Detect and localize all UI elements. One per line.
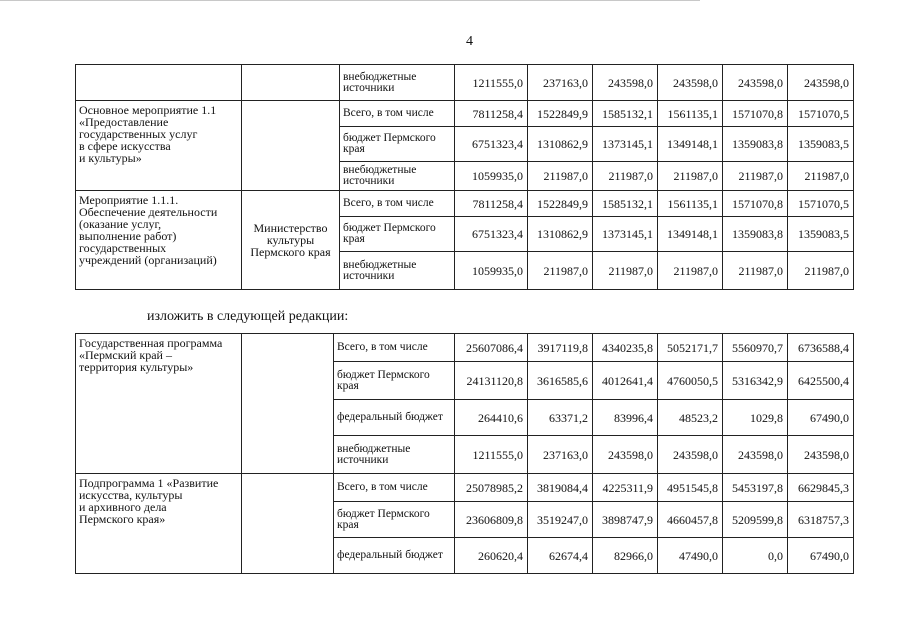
- amount-cell: 1349148,1: [658, 127, 723, 162]
- amount-cell: 3519247,0: [528, 502, 593, 538]
- amount-cell: 211987,0: [528, 162, 593, 191]
- program-name-line: учреждений (организаций): [79, 253, 217, 267]
- program-name-line: Подпрограмма 1 «Развитие: [79, 476, 219, 490]
- amount-cell: 237163,0: [528, 436, 593, 474]
- responsible-executor-cell: Министерство культуры Пермского края: [242, 191, 340, 290]
- amount-cell: 83996,4: [593, 400, 658, 436]
- program-name-cell: [76, 191, 242, 290]
- amendment-caption: изложить в следующей редакции:: [147, 309, 349, 324]
- amount-cell: 243598,0: [658, 436, 723, 474]
- amount-cell: 6629845,3: [788, 474, 854, 502]
- program-name-line: Обеспечение деятельности: [79, 205, 218, 219]
- amount-cell: 243598,0: [723, 65, 788, 101]
- amount-cell: 23606809,8: [455, 502, 528, 538]
- program-name-line: выполнение работ): [79, 229, 177, 243]
- table-row: [76, 191, 854, 217]
- funding-source-cell: федеральный бюджет: [334, 538, 455, 574]
- amount-cell: 48523,2: [658, 400, 723, 436]
- amount-cell: 211987,0: [658, 252, 723, 290]
- scan-edge-line: [0, 0, 700, 1]
- program-name-line: Основное мероприятие 1.1: [79, 103, 217, 117]
- amount-cell: 6425500,4: [788, 362, 854, 400]
- responsible-executor-cell: [242, 474, 334, 574]
- amount-cell: 3898747,9: [593, 502, 658, 538]
- amount-cell: 5209599,8: [723, 502, 788, 538]
- funding-table-revised-body: [76, 334, 854, 574]
- funding-source-cell: Всего, в том числе: [340, 191, 455, 217]
- amount-cell: 243598,0: [723, 436, 788, 474]
- amount-cell: 5453197,8: [723, 474, 788, 502]
- amount-cell: 1059935,0: [455, 162, 528, 191]
- amount-cell: 4760050,5: [658, 362, 723, 400]
- funding-source-cell: внебюджетные источники: [340, 252, 455, 290]
- program-name-line: Пермского края»: [79, 512, 166, 526]
- program-name-line: в сфере искусства: [79, 139, 171, 153]
- amount-cell: 211987,0: [788, 252, 854, 290]
- program-name-line: государственных услуг: [79, 127, 198, 141]
- amount-cell: 1585132,1: [593, 101, 658, 127]
- funding-table-revised: [75, 333, 854, 574]
- amount-cell: 1029,8: [723, 400, 788, 436]
- funding-table-current: [75, 64, 854, 290]
- amount-cell: 4340235,8: [593, 334, 658, 362]
- amount-cell: 1561135,1: [658, 191, 723, 217]
- amount-cell: 47490,0: [658, 538, 723, 574]
- amount-cell: 1349148,1: [658, 217, 723, 252]
- amount-cell: 62674,4: [528, 538, 593, 574]
- amount-cell: 1359083,8: [723, 217, 788, 252]
- amount-cell: 1571070,8: [723, 191, 788, 217]
- amount-cell: 243598,0: [593, 65, 658, 101]
- amount-cell: 6751323,4: [455, 127, 528, 162]
- amount-cell: 4951545,8: [658, 474, 723, 502]
- program-name-line: (оказание услуг,: [79, 217, 162, 231]
- amount-cell: 211987,0: [593, 252, 658, 290]
- responsible-executor-cell: [242, 65, 340, 101]
- amount-cell: 6751323,4: [455, 217, 528, 252]
- funding-source-cell: Всего, в том числе: [340, 101, 455, 127]
- amount-cell: 1561135,1: [658, 101, 723, 127]
- amount-cell: 6318757,3: [788, 502, 854, 538]
- amount-cell: 4660457,8: [658, 502, 723, 538]
- amount-cell: 1571070,8: [723, 101, 788, 127]
- program-name-line: Государственная программа: [79, 336, 223, 350]
- funding-source-cell: федеральный бюджет: [334, 400, 455, 436]
- funding-source-cell: бюджет Пермского края: [334, 362, 455, 400]
- amount-cell: 5316342,9: [723, 362, 788, 400]
- amount-cell: 1359083,5: [788, 217, 854, 252]
- funding-table-current-body: [76, 65, 854, 290]
- amount-cell: 1373145,1: [593, 127, 658, 162]
- amount-cell: 5052171,7: [658, 334, 723, 362]
- funding-source-cell: Всего, в том числе: [334, 334, 455, 362]
- amount-cell: 5560970,7: [723, 334, 788, 362]
- amount-cell: 260620,4: [455, 538, 528, 574]
- program-name-cell: [76, 474, 242, 574]
- amount-cell: 4225311,9: [593, 474, 658, 502]
- program-name-cell: [76, 334, 242, 474]
- program-name-line: Мероприятие 1.1.1.: [79, 193, 179, 207]
- table-row: [76, 334, 854, 362]
- amount-cell: 243598,0: [593, 436, 658, 474]
- amount-cell: 1359083,5: [788, 127, 854, 162]
- amount-cell: 211987,0: [593, 162, 658, 191]
- amount-cell: 0,0: [723, 538, 788, 574]
- amount-cell: 1211555,0: [455, 65, 528, 101]
- funding-source-cell: бюджет Пермского края: [340, 217, 455, 252]
- program-name-line: и архивного дела: [79, 500, 167, 514]
- program-name-line: государственных: [79, 241, 167, 255]
- responsible-executor-cell: [242, 101, 340, 191]
- amount-cell: 3616585,6: [528, 362, 593, 400]
- amount-cell: 1059935,0: [455, 252, 528, 290]
- responsible-executor-cell: [242, 334, 334, 474]
- program-name-line: и культуры»: [79, 151, 142, 165]
- amount-cell: 1522849,9: [528, 191, 593, 217]
- amount-cell: 211987,0: [658, 162, 723, 191]
- amount-cell: 6736588,4: [788, 334, 854, 362]
- table-row: [76, 65, 854, 101]
- amount-cell: 1373145,1: [593, 217, 658, 252]
- funding-source-cell: внебюджетные источники: [340, 65, 455, 101]
- amount-cell: 211987,0: [528, 252, 593, 290]
- program-name-line: «Пермский край –: [79, 348, 172, 362]
- amount-cell: 243598,0: [788, 436, 854, 474]
- amount-cell: 3819084,4: [528, 474, 593, 502]
- amount-cell: 1585132,1: [593, 191, 658, 217]
- amount-cell: 264410,6: [455, 400, 528, 436]
- amount-cell: 24131120,8: [455, 362, 528, 400]
- program-name-line: территория культуры»: [79, 360, 194, 374]
- funding-source-cell: Всего, в том числе: [334, 474, 455, 502]
- amount-cell: 1310862,9: [528, 127, 593, 162]
- program-name-cell: [76, 65, 242, 101]
- table-row: [76, 474, 854, 502]
- funding-source-cell: внебюджетные источники: [334, 436, 455, 474]
- amount-cell: 7811258,4: [455, 191, 528, 217]
- table-row: [76, 101, 854, 127]
- funding-source-cell: бюджет Пермского края: [334, 502, 455, 538]
- amount-cell: 243598,0: [658, 65, 723, 101]
- funding-source-cell: внебюджетные источники: [340, 162, 455, 191]
- amount-cell: 82966,0: [593, 538, 658, 574]
- amount-cell: 1571070,5: [788, 101, 854, 127]
- amount-cell: 25078985,2: [455, 474, 528, 502]
- amount-cell: 3917119,8: [528, 334, 593, 362]
- funding-source-cell: бюджет Пермского края: [340, 127, 455, 162]
- program-name-line: искусства, культуры: [79, 488, 183, 502]
- amount-cell: 1522849,9: [528, 101, 593, 127]
- amount-cell: 67490,0: [788, 538, 854, 574]
- amount-cell: 1211555,0: [455, 436, 528, 474]
- amount-cell: 211987,0: [723, 252, 788, 290]
- amount-cell: 63371,2: [528, 400, 593, 436]
- amount-cell: 25607086,4: [455, 334, 528, 362]
- amount-cell: 211987,0: [788, 162, 854, 191]
- program-name-cell: [76, 101, 242, 191]
- page-number: 4: [466, 34, 473, 49]
- amount-cell: 1571070,5: [788, 191, 854, 217]
- amount-cell: 237163,0: [528, 65, 593, 101]
- amount-cell: 4012641,4: [593, 362, 658, 400]
- amount-cell: 1359083,8: [723, 127, 788, 162]
- program-name-line: «Предоставление: [79, 115, 169, 129]
- amount-cell: 7811258,4: [455, 101, 528, 127]
- amount-cell: 67490,0: [788, 400, 854, 436]
- amount-cell: 211987,0: [723, 162, 788, 191]
- amount-cell: 243598,0: [788, 65, 854, 101]
- amount-cell: 1310862,9: [528, 217, 593, 252]
